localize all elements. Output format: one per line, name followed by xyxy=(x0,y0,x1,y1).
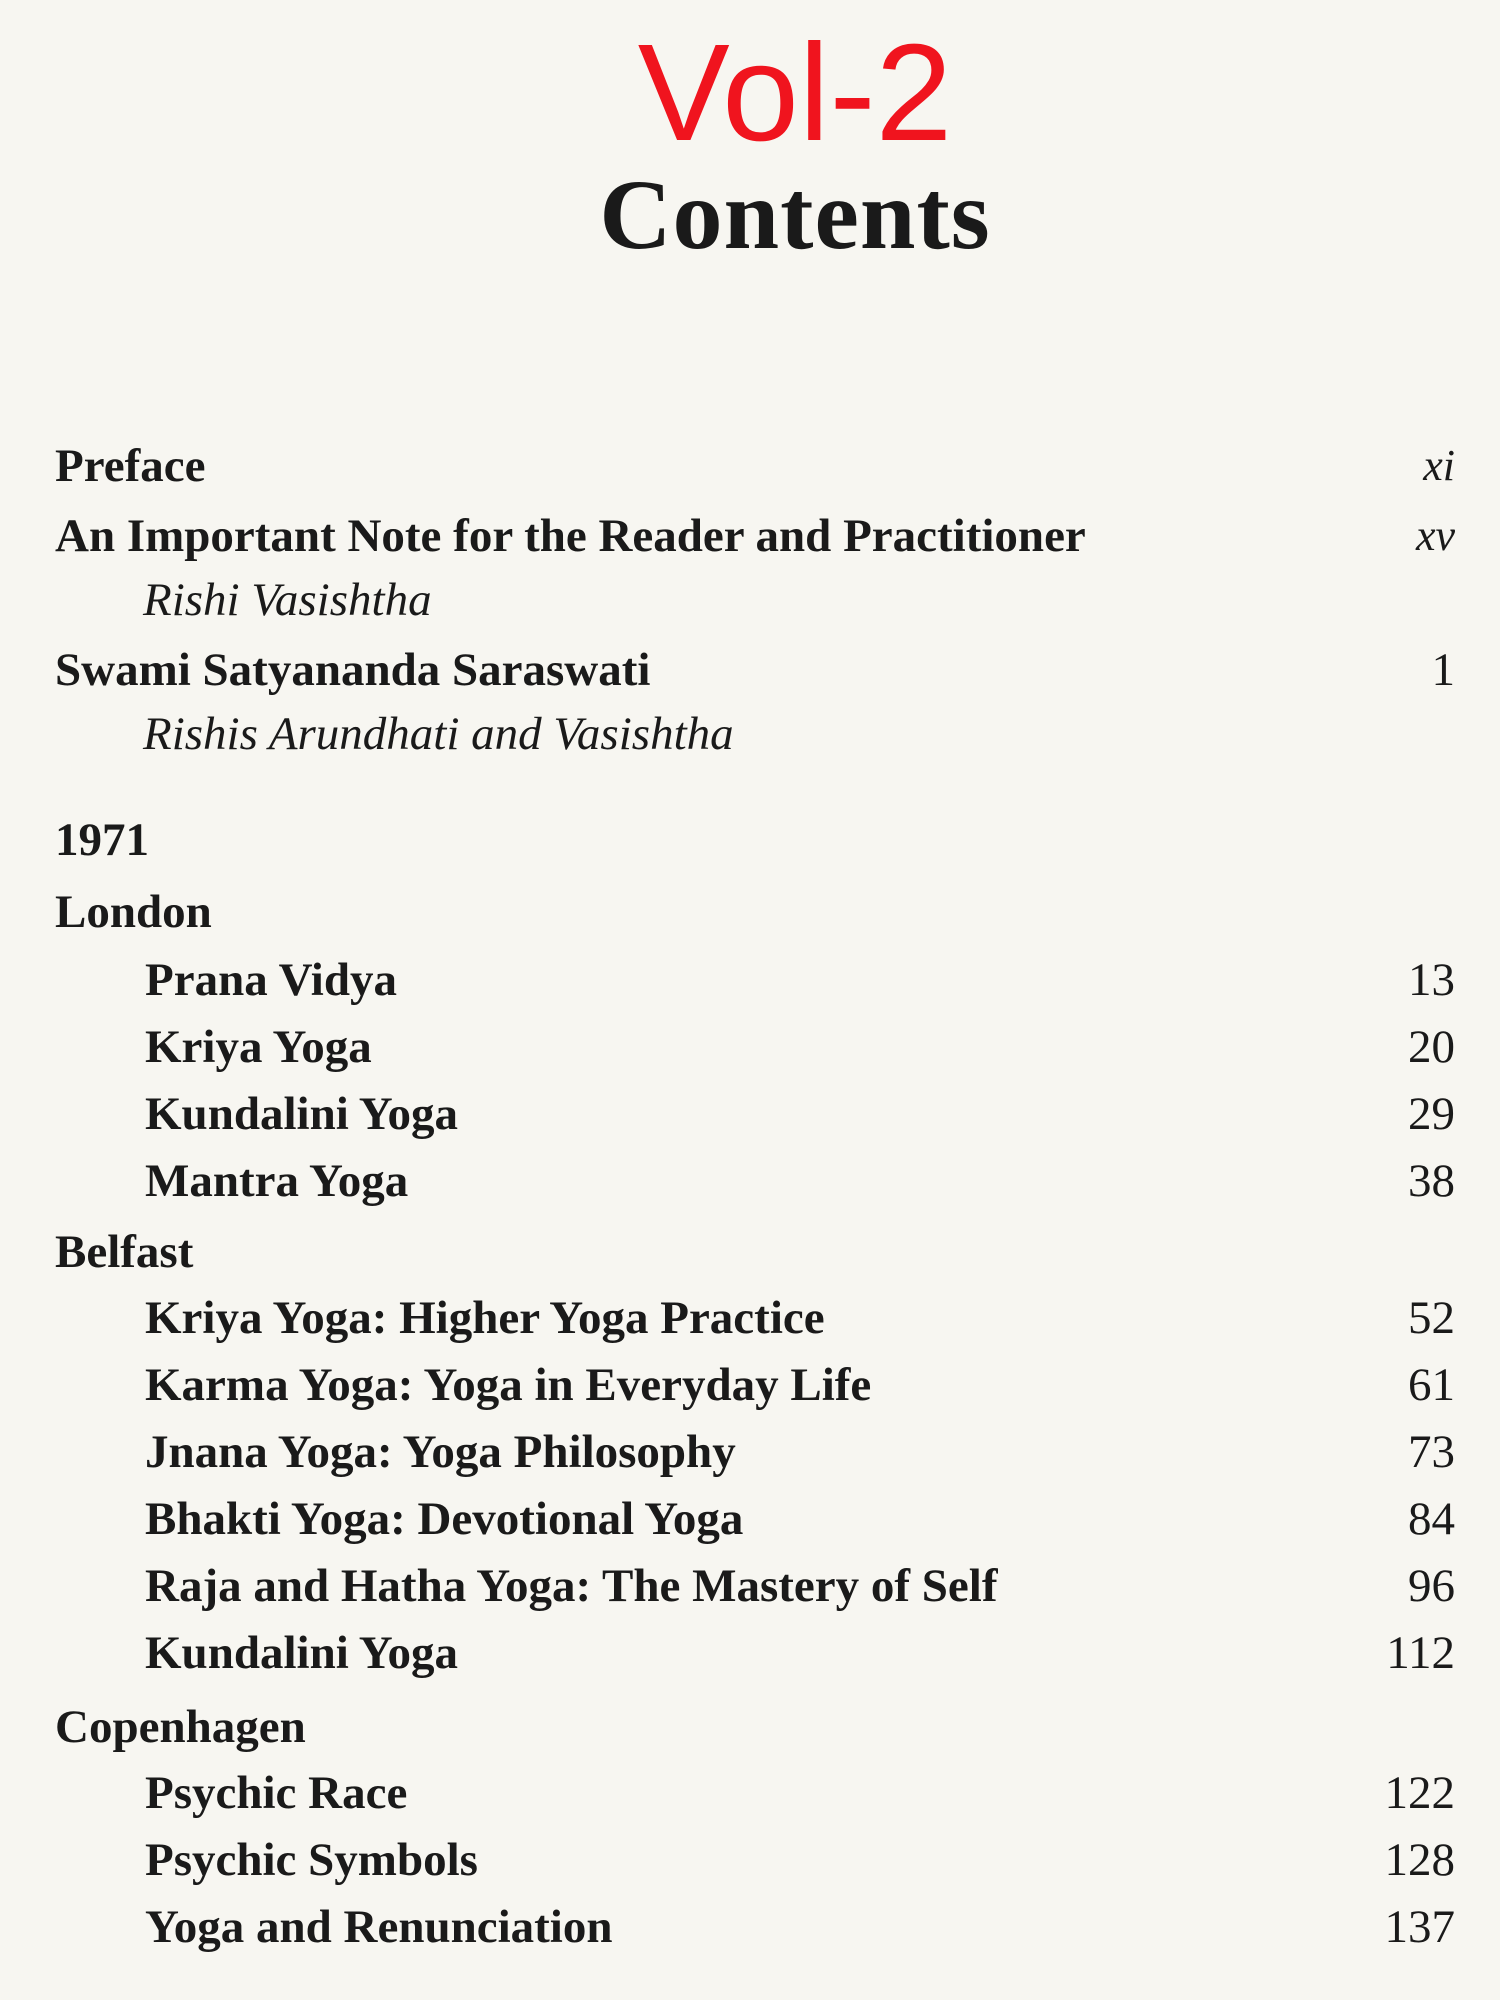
toc-entry-important-note[interactable] xyxy=(55,506,1455,566)
toc-entry-title: Raja and Hatha Yoga: The Mastery of Self xyxy=(145,1560,998,1612)
toc-entry-author xyxy=(55,704,1455,764)
toc-entry[interactable] xyxy=(55,1623,1455,1683)
toc-entry-page: 61 xyxy=(1408,1359,1455,1411)
page-title: Contents xyxy=(599,159,991,270)
toc-entry-title: An Important Note for the Reader and Practitioner xyxy=(55,510,1086,562)
toc-entry-title: Kundalini Yoga xyxy=(145,1088,459,1140)
toc-entry[interactable] xyxy=(55,1288,1455,1348)
toc-entry[interactable] xyxy=(55,1897,1455,1957)
toc-entry-page: 96 xyxy=(1408,1560,1455,1612)
toc-entry-page: 122 xyxy=(1384,1767,1455,1819)
volume-label: Vol-2 xyxy=(637,16,953,170)
toc-entry-title: Karma Yoga: Yoga in Everyday Life xyxy=(145,1359,872,1411)
toc-entry-page: 84 xyxy=(1408,1493,1455,1545)
toc-entry-author-name: Rishis Arundhati and Vasishtha xyxy=(143,708,734,760)
toc-entry-title: Kriya Yoga xyxy=(145,1021,372,1073)
toc-entry-title: Psychic Symbols xyxy=(145,1834,478,1886)
toc-entry-title: Psychic Race xyxy=(145,1767,408,1819)
toc-entry-title: Swami Satyananda Saraswati xyxy=(55,644,651,696)
year-label: 1971 xyxy=(55,814,149,866)
toc-entry-title: Jnana Yoga: Yoga Philosophy xyxy=(145,1426,736,1478)
toc-entry-author-name: Rishi Vasishtha xyxy=(143,574,432,626)
toc-entry-author xyxy=(55,570,1455,630)
toc-entry-title: Bhakti Yoga: Devotional Yoga xyxy=(145,1493,744,1545)
section-heading-london xyxy=(55,882,1455,942)
toc-entry-title: Preface xyxy=(55,440,206,492)
toc-entry-page: 128 xyxy=(1384,1834,1455,1886)
toc-entry[interactable] xyxy=(55,1017,1455,1077)
section-place: Belfast xyxy=(55,1226,194,1278)
section-place: London xyxy=(55,886,212,938)
toc-entry[interactable] xyxy=(55,1151,1455,1211)
toc-entry-title: Kundalini Yoga xyxy=(145,1627,459,1679)
section-heading-belfast xyxy=(55,1222,1455,1282)
toc-entry[interactable] xyxy=(55,1084,1455,1144)
toc-entry[interactable] xyxy=(55,1830,1455,1890)
toc-entry[interactable] xyxy=(55,1422,1455,1482)
toc-entry-page: 112 xyxy=(1386,1627,1455,1679)
toc-entry-page: 137 xyxy=(1384,1901,1455,1953)
toc-entry-page: 13 xyxy=(1408,954,1455,1006)
toc-entry[interactable] xyxy=(55,1355,1455,1415)
toc-entry-title: Mantra Yoga xyxy=(145,1155,409,1207)
section-heading-copenhagen xyxy=(55,1697,1455,1757)
toc-entry[interactable] xyxy=(55,950,1455,1010)
toc-entry-page: 20 xyxy=(1408,1021,1455,1073)
toc-entry-page: 73 xyxy=(1408,1426,1455,1478)
toc-entry-page: 29 xyxy=(1408,1088,1455,1140)
toc-entry-swami-satyananda[interactable] xyxy=(55,640,1455,700)
toc-entry-preface[interactable] xyxy=(55,436,1455,496)
toc-entry-page: 38 xyxy=(1408,1155,1455,1207)
toc-entry-title: Kriya Yoga: Higher Yoga Practice xyxy=(145,1292,825,1344)
toc-entry[interactable] xyxy=(55,1763,1455,1823)
toc-entry-page: 1 xyxy=(1431,644,1455,696)
toc-entry[interactable] xyxy=(55,1556,1455,1616)
section-place: Copenhagen xyxy=(55,1701,306,1753)
toc-entry-title: Prana Vidya xyxy=(145,954,398,1006)
toc-entry-page: 52 xyxy=(1408,1292,1455,1344)
toc-entry-page: xv xyxy=(1415,511,1455,560)
toc-entry-title: Yoga and Renunciation xyxy=(145,1901,613,1953)
toc-entry-page: xi xyxy=(1423,441,1455,490)
year-heading xyxy=(55,810,1455,870)
toc-entry[interactable] xyxy=(55,1489,1455,1549)
